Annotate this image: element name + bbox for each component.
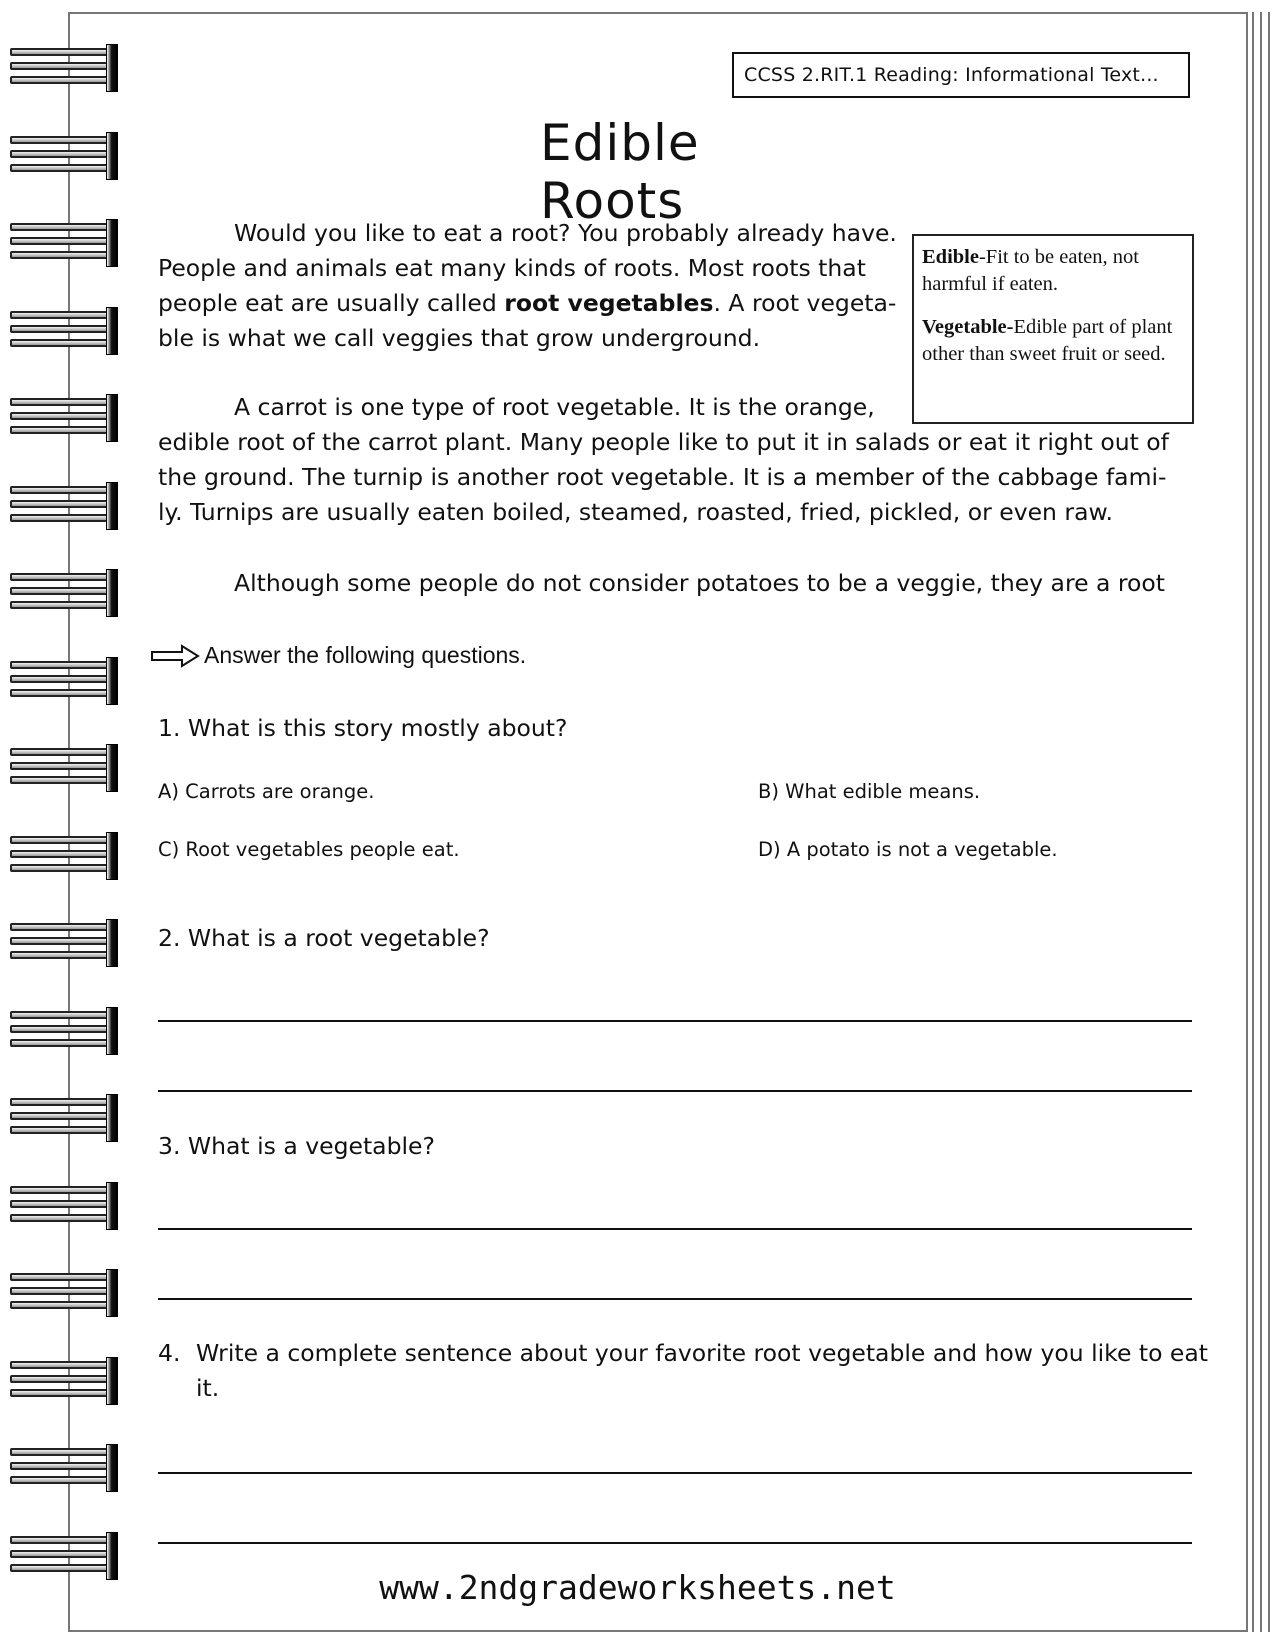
- answer-line[interactable]: [158, 1090, 1192, 1092]
- coil-post: [106, 1182, 118, 1230]
- coil-wire: [10, 164, 110, 172]
- coil-wire: [10, 689, 110, 697]
- coil-wire: [10, 836, 110, 844]
- coil-wire: [10, 237, 110, 245]
- coil-post: [106, 1269, 118, 1317]
- coil-post: [106, 657, 118, 705]
- passage-line: ble is what we call veggies that grow underground.: [158, 324, 761, 352]
- instruction: [150, 642, 526, 669]
- coil-wire: [10, 500, 110, 508]
- coil-wire: [10, 1476, 110, 1484]
- question-2: 2. What is a root vegetable?: [158, 924, 490, 952]
- spiral-binding: [0, 0, 140, 1650]
- coil-wire: [10, 486, 110, 494]
- coil-wire: [10, 573, 110, 581]
- coil-wire: [10, 311, 110, 319]
- coil-wire: [10, 339, 110, 347]
- answer-line[interactable]: [158, 1228, 1192, 1230]
- passage-line: the ground. The turnip is another root vegetable. It is a member of the cabbage fami-: [158, 463, 1167, 491]
- spiral-coil: [10, 394, 128, 442]
- coil-wire: [10, 1448, 110, 1456]
- coil-wire: [10, 1126, 110, 1134]
- vocab-term: Vegetable-: [922, 316, 1014, 338]
- coil-post: [106, 569, 118, 617]
- coil-wire: [10, 601, 110, 609]
- coil-wire: [10, 426, 110, 434]
- coil-wire: [10, 1301, 110, 1309]
- passage-line: ly. Turnips are usually eaten boiled, steamed, roasted, fried, pickled, or even raw.: [158, 498, 1114, 526]
- coil-wire: [10, 951, 110, 959]
- coil-post: [106, 1094, 118, 1142]
- passage-line: People and animals eat many kinds of roots. Most roots that: [158, 254, 866, 282]
- coil-post: [106, 394, 118, 442]
- question-3: 3. What is a vegetable?: [158, 1132, 435, 1160]
- spiral-coil: [10, 832, 128, 880]
- page-title: Edible Roots: [540, 114, 700, 230]
- standard-label: CCSS 2.RIT.1 Reading: Informational Text...: [732, 52, 1190, 98]
- coil-post: [106, 832, 118, 880]
- coil-post: [106, 307, 118, 355]
- coil-wire: [10, 76, 110, 84]
- coil-post: [106, 132, 118, 180]
- coil-wire: [10, 1287, 110, 1295]
- answer-line[interactable]: [158, 1542, 1192, 1544]
- coil-post: [106, 744, 118, 792]
- question-number: 4.: [158, 1339, 181, 1367]
- coil-wire: [10, 150, 110, 158]
- instruction-text: Answer the following questions.: [204, 642, 527, 668]
- coil-wire: [10, 661, 110, 669]
- spiral-coil: [10, 1444, 128, 1492]
- coil-post: [106, 482, 118, 530]
- coil-wire: [10, 1011, 110, 1019]
- coil-wire: [10, 1098, 110, 1106]
- passage-line: A carrot is one type of root vegetable. It is the orange,: [234, 393, 875, 421]
- coil-wire: [10, 136, 110, 144]
- vocab-entry-edible: [922, 244, 1184, 298]
- page-stack-edge: [1260, 12, 1262, 1632]
- coil-wire: [10, 937, 110, 945]
- spiral-coil: [10, 1182, 128, 1230]
- spiral-coil: [10, 919, 128, 967]
- coil-post: [106, 1357, 118, 1405]
- vocab-definition: -Fit to be eaten, not harmful if eaten.: [922, 246, 1139, 295]
- passage-line: . A root vegeta-: [713, 289, 897, 317]
- page-stack-edge: [1252, 12, 1254, 1632]
- question-text: Write a complete sentence about your favorite root vegetable and how you like to eat: [196, 1339, 1209, 1367]
- coil-wire: [10, 762, 110, 770]
- coil-wire: [10, 675, 110, 683]
- coil-wire: [10, 776, 110, 784]
- answer-line[interactable]: [158, 1298, 1192, 1300]
- page-stack-edge: [1268, 12, 1270, 1632]
- coil-wire: [10, 398, 110, 406]
- arrow-right-icon: [150, 644, 200, 668]
- passage-paragraph-2: [158, 390, 1218, 530]
- coil-wire: [10, 850, 110, 858]
- choice-d[interactable]: D) A potato is not a vegetable.: [758, 838, 1058, 861]
- coil-wire: [10, 1550, 110, 1558]
- coil-wire: [10, 864, 110, 872]
- spiral-coil: [10, 657, 128, 705]
- spiral-coil: [10, 132, 128, 180]
- spiral-coil: [10, 1094, 128, 1142]
- coil-wire: [10, 325, 110, 333]
- vocab-definition: Edible part of plant other than sweet fruit or seed.: [922, 316, 1173, 365]
- website-footer: www.2ndgradeworksheets.net: [379, 1568, 896, 1607]
- passage-line: Although some people do not consider potatoes to be a veggie, they are a root: [234, 569, 1166, 597]
- spiral-coil: [10, 307, 128, 355]
- passage-line: Would you like to eat a root? You probably already have.: [234, 219, 897, 247]
- coil-post: [106, 1007, 118, 1055]
- coil-wire: [10, 923, 110, 931]
- choice-c[interactable]: C) Root vegetables people eat.: [158, 838, 460, 861]
- key-term: root vegetables: [504, 289, 714, 317]
- coil-wire: [10, 1462, 110, 1470]
- coil-wire: [10, 48, 110, 56]
- coil-wire: [10, 587, 110, 595]
- coil-post: [106, 44, 118, 92]
- coil-wire: [10, 1039, 110, 1047]
- coil-wire: [10, 412, 110, 420]
- spiral-coil: [10, 1269, 128, 1317]
- coil-wire: [10, 1186, 110, 1194]
- spiral-coil: [10, 744, 128, 792]
- coil-wire: [10, 1389, 110, 1397]
- coil-wire: [10, 251, 110, 259]
- answer-line[interactable]: [158, 1020, 1192, 1022]
- coil-wire: [10, 1214, 110, 1222]
- coil-wire: [10, 1361, 110, 1369]
- spiral-coil: [10, 482, 128, 530]
- spiral-coil: [10, 219, 128, 267]
- coil-wire: [10, 1025, 110, 1033]
- question-1: 1. What is this story mostly about?: [158, 714, 568, 742]
- spiral-coil: [10, 569, 128, 617]
- vocab-entry-vegetable: [922, 314, 1184, 368]
- answer-line[interactable]: [158, 1472, 1192, 1474]
- passage-paragraph-1: [158, 216, 918, 356]
- coil-wire: [10, 1112, 110, 1120]
- coil-wire: [10, 1200, 110, 1208]
- spiral-coil: [10, 1007, 128, 1055]
- vocab-term: Edible: [922, 246, 979, 268]
- coil-wire: [10, 1375, 110, 1383]
- coil-post: [106, 1444, 118, 1492]
- question-text: it.: [196, 1374, 220, 1402]
- coil-post: [106, 919, 118, 967]
- coil-wire: [10, 223, 110, 231]
- question-4: [158, 1336, 1208, 1406]
- spiral-coil: [10, 44, 128, 92]
- coil-wire: [10, 514, 110, 522]
- choice-b[interactable]: B) What edible means.: [758, 780, 981, 803]
- spiral-coil: [10, 1357, 128, 1405]
- coil-wire: [10, 1536, 110, 1544]
- coil-wire: [10, 62, 110, 70]
- choice-a[interactable]: A) Carrots are orange.: [158, 780, 375, 803]
- passage-line: people eat are usually called: [158, 289, 505, 317]
- passage-line: edible root of the carrot plant. Many people like to put it in salads or eat it right out of: [158, 428, 1169, 456]
- coil-wire: [10, 748, 110, 756]
- coil-wire: [10, 1273, 110, 1281]
- passage-paragraph-3: [158, 566, 1218, 601]
- coil-post: [106, 219, 118, 267]
